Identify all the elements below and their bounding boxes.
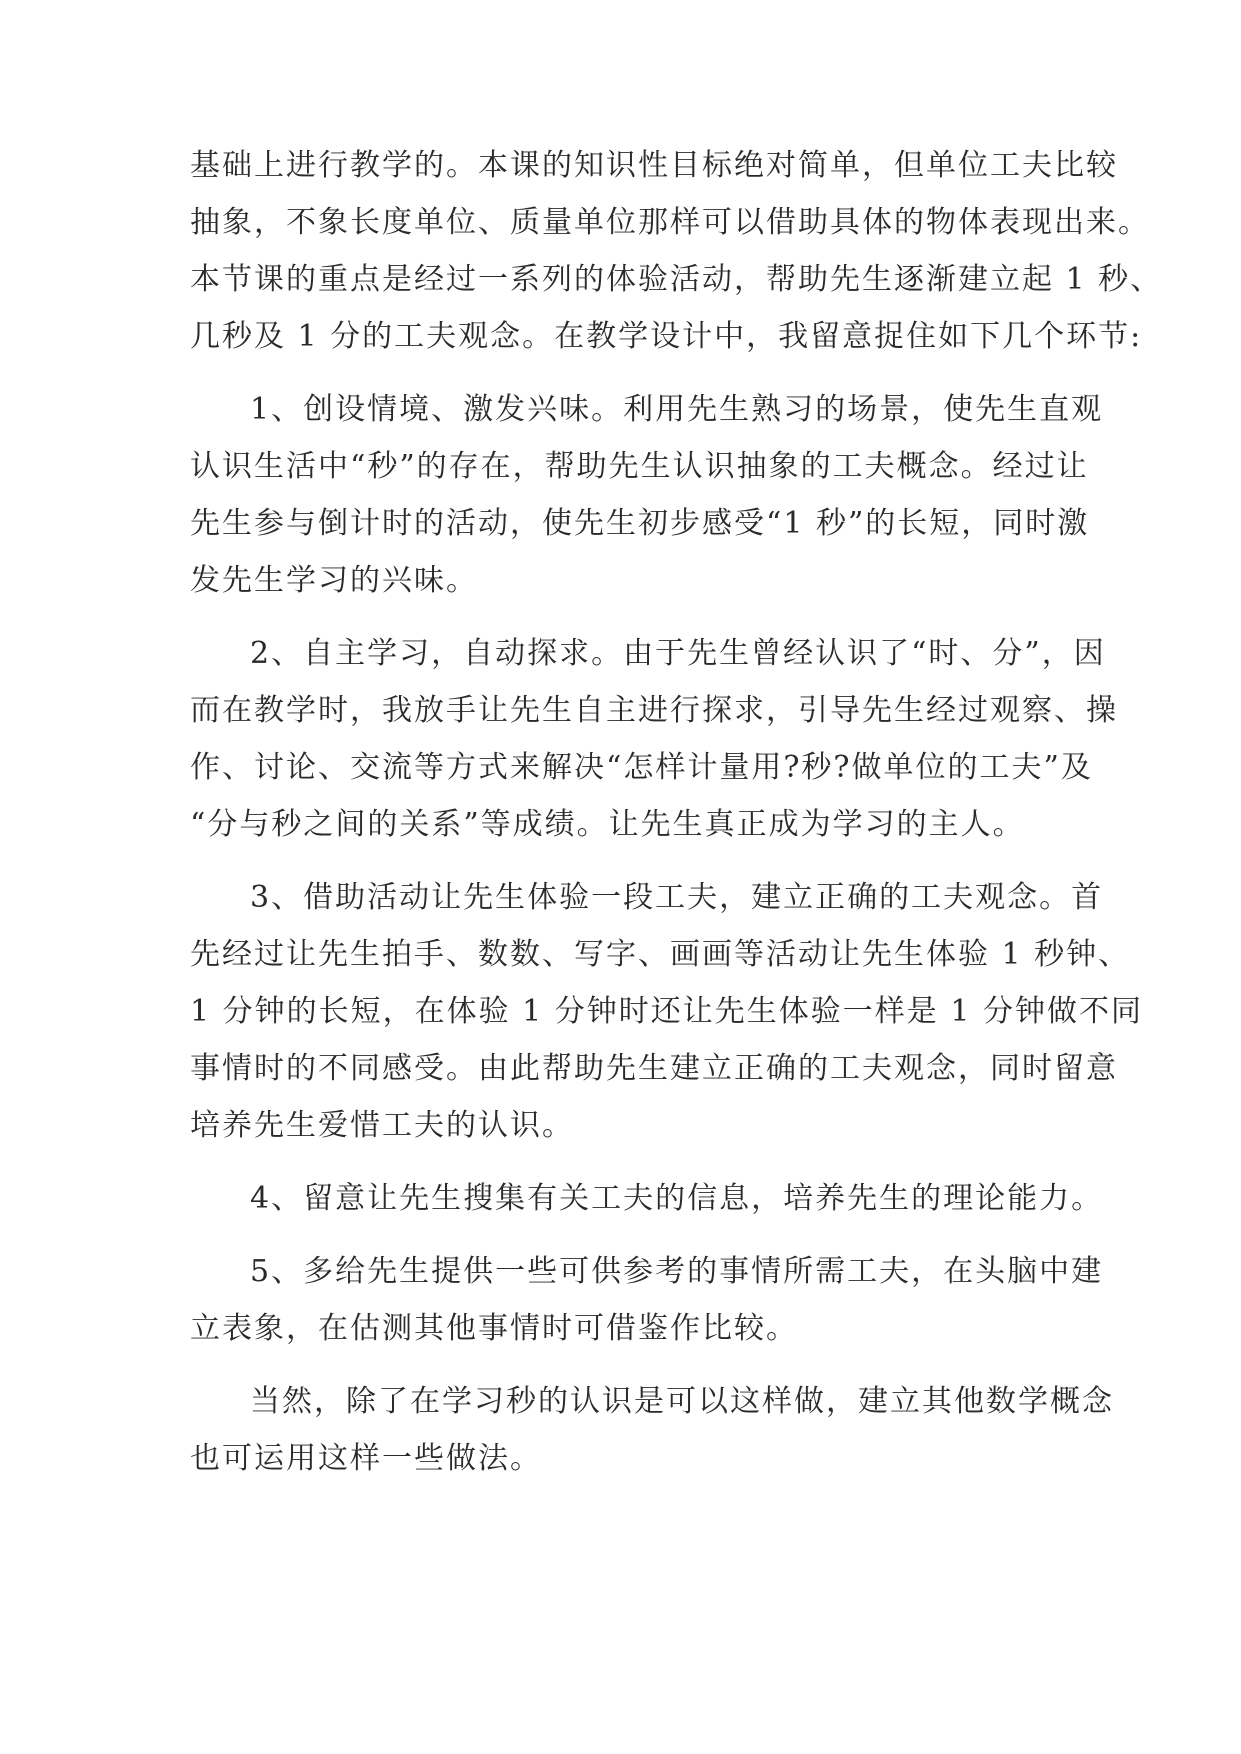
text-line: 立表象，在估测其他事情时可借鉴作比较。 — [190, 1311, 798, 1346]
text-line: 抽象，不象长度单位、质量单位那样可以借助具体的物体表现出来。 — [190, 205, 1150, 240]
text-line: 几秒及 1 分的工夫观念。在教学设计中，我留意捉住如下几个环节: — [190, 319, 1143, 354]
paragraph-2-first-line: 2、自主学习，自动探求。由于先生曾经认识了“时、分”，因 — [250, 636, 1106, 671]
text-line: 先生参与倒计时的活动，使先生初步感受“1 秒”的长短，同时激 — [190, 506, 1090, 541]
text-line: 培养先生爱惜工夫的认识。 — [190, 1108, 574, 1143]
text-line: 事情时的不同感受。由此帮助先生建立正确的工夫观念，同时留意 — [190, 1051, 1118, 1086]
text-line: 基础上进行教学的。本课的知识性目标绝对简单，但单位工夫比较 — [190, 148, 1118, 183]
paragraph-1-first-line: 1、创设情境、激发兴味。利用先生熟习的场景，使先生直观 — [250, 392, 1104, 427]
text-line: “分与秒之间的关系”等成绩。让先生真正成为学习的主人。 — [190, 807, 1025, 842]
text-line: 也可运用这样一些做法。 — [190, 1441, 542, 1476]
text-line: 认识生活中“秒”的存在，帮助先生认识抽象的工夫概念。经过让 — [190, 449, 1089, 484]
text-line: 先经过让先生拍手、数数、写字、画画等活动让先生体验 1 秒钟、 — [190, 937, 1131, 972]
text-line: 而在教学时，我放手让先生自主进行探求，引导先生经过观察、操 — [190, 693, 1118, 728]
text-line: 本节课的重点是经过一系列的体验活动，帮助先生逐渐建立起 1 秒、 — [190, 262, 1163, 297]
paragraph-6-first-line: 当然，除了在学习秒的认识是可以这样做，建立其他数学概念 — [250, 1384, 1114, 1419]
paragraph-3-first-line: 3、借助活动让先生体验一段工夫，建立正确的工夫观念。首 — [250, 880, 1104, 915]
text-line: 作、讨论、交流等方式来解决“怎样计量用?秒?做单位的工夫”及 — [190, 750, 1093, 785]
paragraph-5-first-line: 5、多给先生提供一些可供参考的事情所需工夫，在头脑中建 — [250, 1254, 1104, 1289]
text-line: 发先生学习的兴味。 — [190, 563, 478, 598]
paragraph-4-line: 4、留意让先生搜集有关工夫的信息，培养先生的理论能力。 — [250, 1181, 1104, 1216]
text-line: 1 分钟的长短，在体验 1 分钟时还让先生体验一样是 1 分钟做不同 — [190, 994, 1143, 1029]
